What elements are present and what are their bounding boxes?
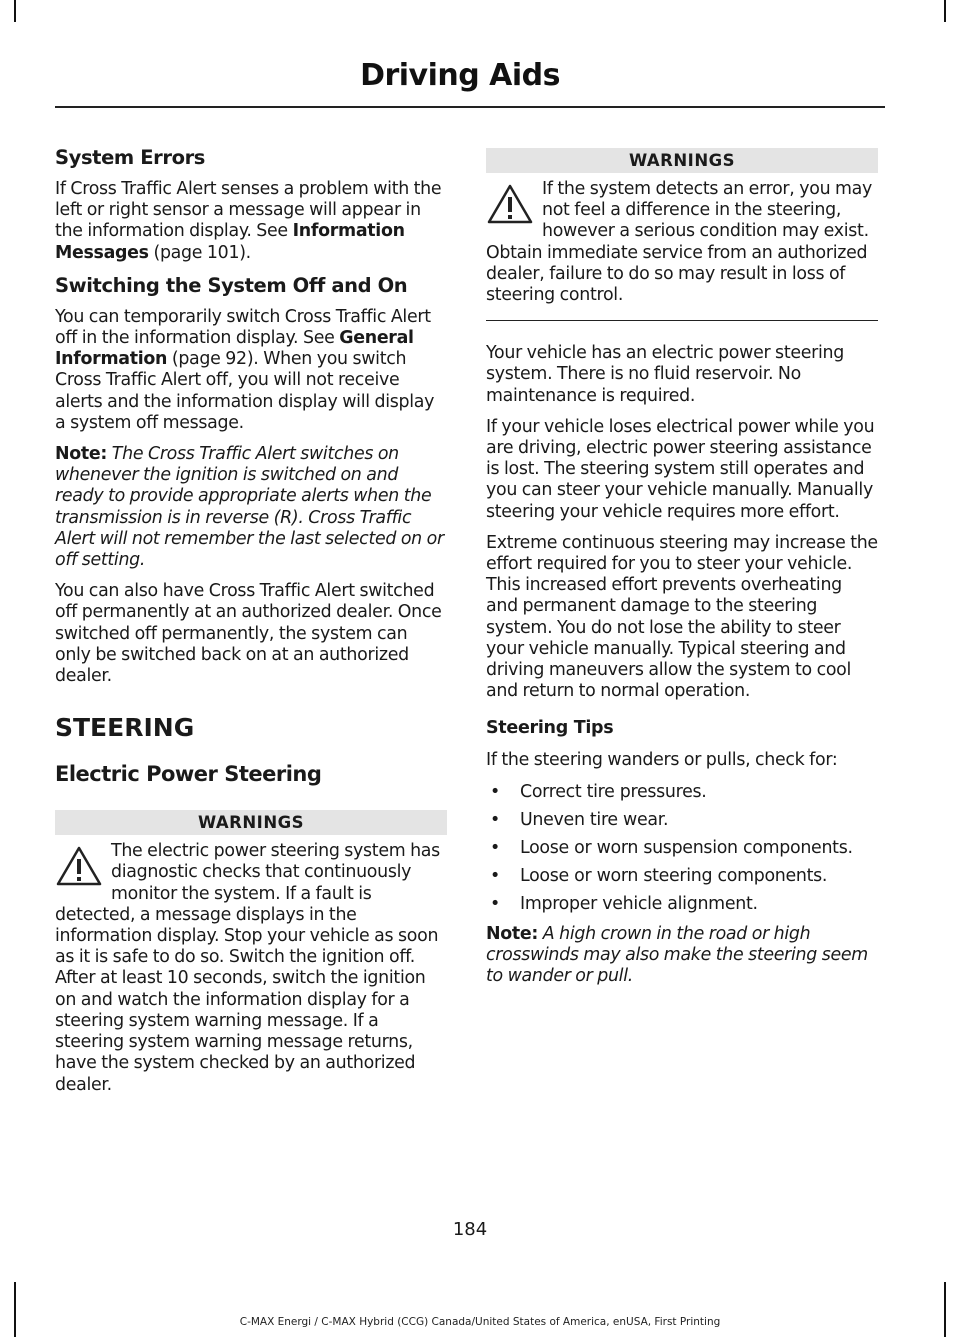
footer-text: C-MAX Energi / C-MAX Hybrid (CCG) Canada/United States of America, enUSA, First Printing xyxy=(239,1316,721,1328)
note-label: Note: xyxy=(486,923,539,944)
warning-text: If the system detects an error, you may not feel a difference in the steering, however a serious condition may exist. Obtain immediate service from an authorized dealer, failure to do so may result in loss of steering control. xyxy=(486,179,873,306)
warning-box-left xyxy=(55,810,447,1095)
information-messages-link[interactable]: Information Messages xyxy=(55,221,405,263)
left-column xyxy=(55,140,447,1096)
list-item: • Uneven tire wear. xyxy=(486,810,878,831)
note-label: Note: xyxy=(55,444,108,465)
switching-heading: Switching the System Off and On xyxy=(55,273,408,297)
list-item: • Correct tire pressures. xyxy=(486,782,878,803)
steering-heading: STEERING xyxy=(55,713,195,743)
warning-divider xyxy=(486,320,878,321)
eps-paragraph-1: Your vehicle has an electric power steering system. There is no fluid reservoir. No maintenance is required. xyxy=(486,343,844,406)
crop-mark-bottom-right xyxy=(944,1282,946,1337)
list-item: • Loose or worn steering components. xyxy=(486,866,878,887)
warnings-label: WARNINGS xyxy=(486,148,878,173)
note-paragraph xyxy=(55,444,447,571)
crop-mark-top-right xyxy=(944,0,946,22)
note-paragraph xyxy=(486,924,878,988)
warning-body xyxy=(486,179,878,306)
crop-mark-bottom-left xyxy=(14,1282,16,1337)
warning-text: The electric power steering system has diagnostic checks that continuously monitor the system. If a fault is detected, a message displays in the information display. Stop your vehicle as soon as it is safe to do so. Switch the ignition off. After at least 10 seconds, switch the ignition on and watch the information display for a steering system warning message. If a steering system warning message returns, have the system checked by an authorized dealer. xyxy=(55,841,440,1095)
note-text: The Cross Traffic Alert switches on whenever the ignition is switched on and ready to provide appropriate alerts when the transmission is in reverse (R). Cross Traffic Alert will not remember the last selected on or off setting. xyxy=(55,444,444,571)
note-text: A high crown in the road or high crosswinds may also make the steering seem to wander or pull. xyxy=(486,923,868,987)
eps-paragraph-2: If your vehicle loses electrical power while you are driving, electric power steering assistance is lost. The steering system still operates and you can steer your vehicle manually. Manually steering your vehicle requires more effort. xyxy=(486,416,875,522)
system-errors-page-ref: (page 101). xyxy=(148,242,251,263)
list-item: • Improper vehicle alignment. xyxy=(486,894,878,915)
steering-tips-intro: If the steering wanders or pulls, check for: xyxy=(486,750,838,771)
general-information-link[interactable]: General Information xyxy=(55,328,414,370)
eps-paragraph-3: Extreme continuous steering may increase the effort required for you to steer your vehicle. This increased effort prevents overheating and permanent damage to the steering system. You do not lose the ability to steer your vehicle manually. Typical steering and driving maneuvers allow the system to cool and return to normal operation. xyxy=(486,532,878,702)
system-errors-heading: System Errors xyxy=(55,146,205,169)
page-number: 184 xyxy=(452,1219,488,1240)
crop-mark-top-left xyxy=(14,0,16,22)
list-item: • Loose or worn suspension components. xyxy=(486,838,878,859)
warning-body xyxy=(55,841,447,1095)
page-header-title: Driving Aids xyxy=(360,58,560,93)
system-errors-text: If Cross Traffic Alert senses a problem with the left or right sensor a message will appear in the information display. See xyxy=(55,179,442,242)
switching-text-2: (page 92). When you switch Cross Traffic Alert off, you will not receive alerts and the information display will display a system off message. xyxy=(55,349,435,433)
warning-box-right xyxy=(486,148,878,321)
right-column xyxy=(486,140,878,997)
steering-tips-heading: Steering Tips xyxy=(486,718,614,739)
system-errors-paragraph xyxy=(55,179,447,264)
permanent-off-paragraph: You can also have Cross Traffic Alert switched off permanently at an authorized dealer. Once switched off permanently, the system can only be switched back on at an authorized dealer. xyxy=(55,581,442,687)
warning-triangle-icon xyxy=(55,845,103,887)
steering-tips-list xyxy=(486,782,878,916)
header-rule xyxy=(55,106,885,108)
warnings-label: WARNINGS xyxy=(55,810,447,835)
switching-text: You can temporarily switch Cross Traffic Alert off in the information display. See xyxy=(55,306,431,349)
switching-paragraph xyxy=(55,307,447,434)
eps-heading: Electric Power Steering xyxy=(55,762,322,787)
warning-triangle-icon xyxy=(486,183,534,225)
